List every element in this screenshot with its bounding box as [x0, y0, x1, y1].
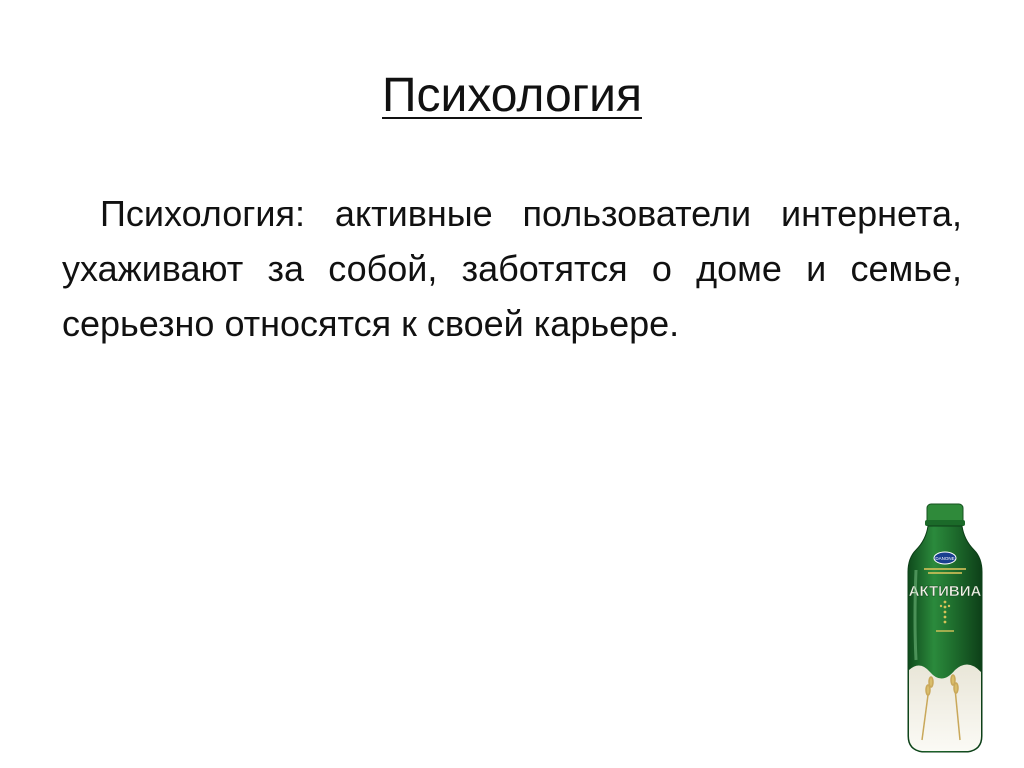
slide-title: Психология — [382, 69, 642, 122]
yogurt-bottle-icon — [900, 500, 990, 755]
product-name-text: АКТИВИА — [908, 583, 982, 600]
slide-body-text: Психология: активные пользователи интернета, ухаживают за собой, заботятся о доме и семье, серьезно относятся к своей карьере. — [62, 193, 962, 344]
brand-logo-text: DANONE — [935, 556, 955, 561]
